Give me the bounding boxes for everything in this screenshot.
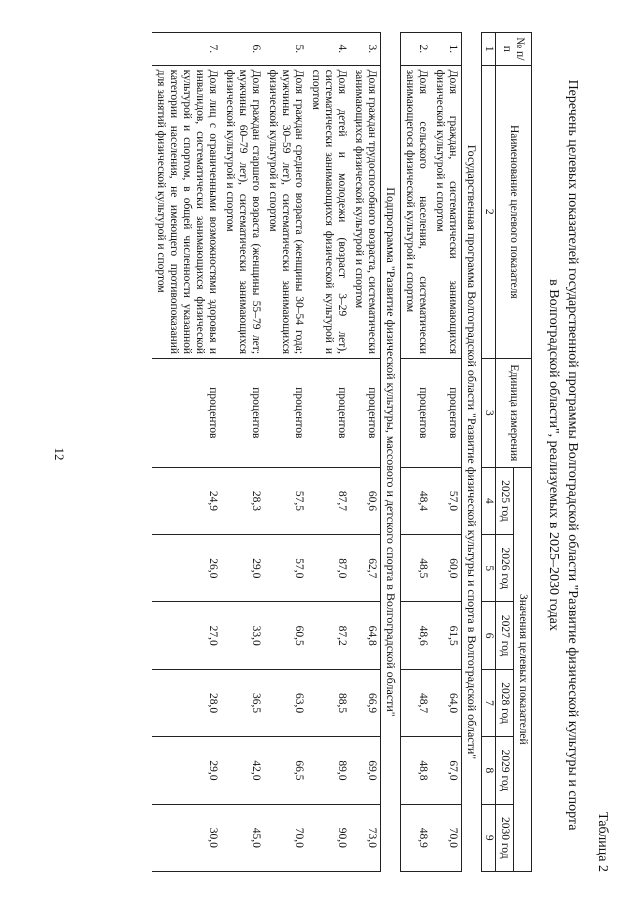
header-year: 2029 год bbox=[496, 737, 514, 804]
row-value: 70,0 bbox=[431, 804, 462, 871]
column-number: 9 bbox=[482, 804, 496, 871]
row-value: 87,7 bbox=[307, 467, 350, 534]
row-value: 48,5 bbox=[401, 535, 432, 602]
row-indicator-name: Доля граждан трудоспособного возраста, систематически занимающихся физической культурой и спортом bbox=[350, 65, 381, 358]
row-value: 29,0 bbox=[152, 737, 221, 804]
header-year: 2030 год bbox=[496, 804, 514, 871]
row-number: 6. bbox=[221, 33, 264, 66]
section-row bbox=[462, 33, 482, 872]
row-value: 48,8 bbox=[401, 737, 432, 804]
section-row bbox=[381, 33, 401, 872]
row-value: 64,0 bbox=[431, 669, 462, 736]
row-value: 26,0 bbox=[152, 535, 221, 602]
row-number: 1. bbox=[431, 33, 462, 66]
section-title-program: Государственная программа Волгоградской области "Развитие физической культуры и спорта в Волгоградской области" bbox=[462, 33, 482, 872]
column-number: 7 bbox=[482, 669, 496, 736]
table-row bbox=[152, 33, 221, 872]
table-label: Таблица 2 bbox=[595, 812, 610, 872]
column-number: 1 bbox=[482, 33, 496, 66]
row-value: 64,8 bbox=[350, 602, 381, 669]
row-value: 87,2 bbox=[307, 602, 350, 669]
row-value: 24,9 bbox=[152, 467, 221, 534]
column-number: 6 bbox=[482, 602, 496, 669]
row-value: 48,7 bbox=[401, 669, 432, 736]
document-sheet bbox=[76, 20, 616, 890]
row-value: 33,0 bbox=[221, 602, 264, 669]
row-value: 66,5 bbox=[264, 737, 307, 804]
row-value: 63,0 bbox=[264, 669, 307, 736]
row-value: 30,0 bbox=[152, 804, 221, 871]
row-value: 48,9 bbox=[401, 804, 432, 871]
row-unit: процентов bbox=[264, 359, 307, 468]
row-number: 5. bbox=[264, 33, 307, 66]
row-value: 48,4 bbox=[401, 467, 432, 534]
row-value: 66,9 bbox=[350, 669, 381, 736]
table-row bbox=[401, 33, 432, 872]
page-number-container bbox=[52, 444, 66, 464]
header-year: 2027 год bbox=[496, 602, 514, 669]
row-value: 73,0 bbox=[350, 804, 381, 871]
row-value: 57,0 bbox=[264, 535, 307, 602]
row-indicator-name: Доля сельского населения, систематически занимающегося физической культурой и спортом bbox=[401, 65, 432, 358]
column-number: 5 bbox=[482, 535, 496, 602]
row-unit: процентов bbox=[221, 359, 264, 468]
row-value: 28,3 bbox=[221, 467, 264, 534]
column-number: 2 bbox=[482, 65, 496, 358]
row-value: 27,0 bbox=[152, 602, 221, 669]
header-year: 2026 год bbox=[496, 535, 514, 602]
section-title-subprogram: Подпрограмма "Развитие физической культуры, массового и детского спорта в Волгоградской области" bbox=[381, 33, 401, 872]
header-row bbox=[514, 33, 532, 872]
row-value: 45,0 bbox=[221, 804, 264, 871]
row-value: 48,6 bbox=[401, 602, 432, 669]
row-value: 61,5 bbox=[431, 602, 462, 669]
table-row bbox=[431, 33, 462, 872]
row-indicator-name: Доля граждан старшего возраста (женщины 55–79 лет; мужчины 60–79 лет), систематически занимающихся физической культурой и спортом bbox=[221, 65, 264, 358]
table-row bbox=[350, 33, 381, 872]
header-year: 2025 год bbox=[496, 467, 514, 534]
column-number: 3 bbox=[482, 359, 496, 468]
row-number: 7. bbox=[152, 33, 221, 66]
row-indicator-name: Доля детей и молодежи (возраст 3–29 лет), систематически занимающихся физической культурой и спортом bbox=[307, 65, 350, 358]
row-unit: процентов bbox=[350, 359, 381, 468]
row-unit: процентов bbox=[431, 359, 462, 468]
page-number: 12 bbox=[52, 447, 67, 461]
row-value: 88,5 bbox=[307, 669, 350, 736]
table-row bbox=[264, 33, 307, 872]
column-number: 4 bbox=[482, 467, 496, 534]
title-line-1: Перечень целевых показателей государственной программы Волгоградской области "Развитие физической культуры и спорта bbox=[565, 79, 580, 831]
column-numbers-row bbox=[482, 33, 496, 872]
row-unit: процентов bbox=[152, 359, 221, 468]
row-value: 87,0 bbox=[307, 535, 350, 602]
row-value: 60,5 bbox=[264, 602, 307, 669]
row-value: 29,0 bbox=[221, 535, 264, 602]
header-year: 2028 год bbox=[496, 669, 514, 736]
row-value: 60,0 bbox=[431, 535, 462, 602]
header-values-group: Значения целевых показателей bbox=[514, 467, 532, 871]
row-value: 90,0 bbox=[307, 804, 350, 871]
row-value: 57,0 bbox=[431, 467, 462, 534]
row-value: 67,0 bbox=[431, 737, 462, 804]
table-row bbox=[221, 33, 264, 872]
row-indicator-name: Доля граждан среднего возраста (женщины 30–54 года; мужчины 30–59 лет), систематически занимающихся физической культурой и спортом bbox=[264, 65, 307, 358]
document-title bbox=[544, 60, 582, 850]
table-row bbox=[307, 33, 350, 872]
indicators-table bbox=[152, 32, 532, 872]
row-unit: процентов bbox=[401, 359, 432, 468]
header-name: Наименование целевого показателя bbox=[496, 65, 532, 358]
row-value: 70,0 bbox=[264, 804, 307, 871]
row-number: 2. bbox=[401, 33, 432, 66]
row-value: 89,0 bbox=[307, 737, 350, 804]
row-number: 4. bbox=[307, 33, 350, 66]
row-value: 57,5 bbox=[264, 467, 307, 534]
column-number: 8 bbox=[482, 737, 496, 804]
row-unit: процентов bbox=[307, 359, 350, 468]
row-value: 60,6 bbox=[350, 467, 381, 534]
title-line-2: в Волгоградской области", реализуемых в 2025–2030 годах bbox=[546, 279, 561, 631]
row-indicator-name: Доля граждан, систематически занимающихся физической культурой и спортом bbox=[431, 65, 462, 358]
row-value: 42,0 bbox=[221, 737, 264, 804]
row-value: 36,5 bbox=[221, 669, 264, 736]
row-value: 28,0 bbox=[152, 669, 221, 736]
header-no: № п/п bbox=[496, 33, 532, 66]
header-unit: Единица измерения bbox=[496, 359, 532, 468]
row-indicator-name: Доля лиц с ограниченными возможностями здоровья и инвалидов, систематически занимающихся физической культурой и спортом, в общей численности указанной категории населения, не имеющего противопоказаний для занятий физической культурой и спортом bbox=[152, 65, 221, 358]
row-value: 62,7 bbox=[350, 535, 381, 602]
row-number: 3. bbox=[350, 33, 381, 66]
row-value: 69,0 bbox=[350, 737, 381, 804]
